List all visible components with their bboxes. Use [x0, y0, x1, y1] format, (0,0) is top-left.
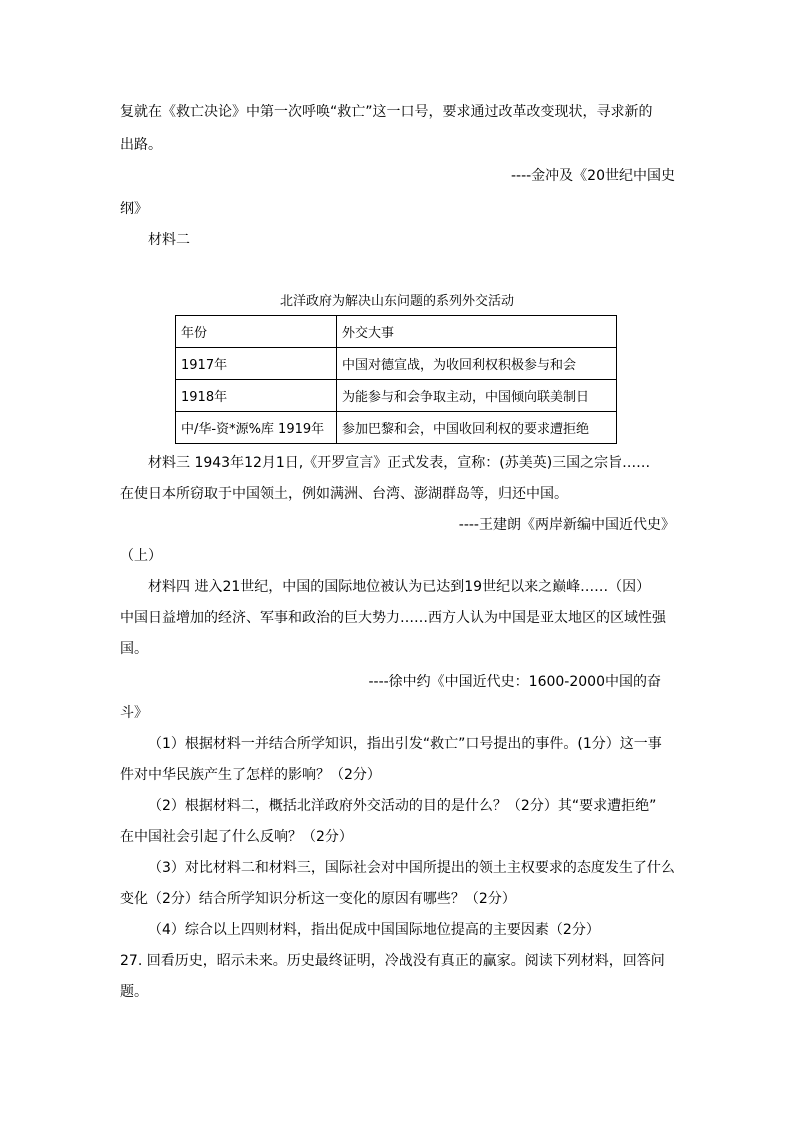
- intro-line-2: 出路。: [120, 137, 162, 153]
- source-3-line-2: （上）: [120, 548, 162, 564]
- material-2-label: 材料二: [148, 232, 190, 248]
- source-1-line-1: ----金冲及《20世纪中国史: [510, 168, 675, 184]
- question-1-line-1: （1）根据材料一并结合所学知识，指出引发“救亡”口号提出的事件。(1分）这一事: [148, 736, 662, 752]
- table-cell-year: 1918年: [176, 380, 337, 412]
- table-row: [176, 348, 617, 380]
- source-4-line-1: ----徐中约《中国近代史：1600-2000中国的奋: [368, 674, 661, 690]
- table-row: [176, 380, 617, 412]
- table-header-row: [176, 316, 617, 348]
- question-27-line-2: 题。: [120, 984, 148, 1000]
- question-27-line-1: 27. 回看历史，昭示未来。历史最终证明，冷战没有真正的赢家。阅读下列材料，回答问: [120, 953, 665, 969]
- question-4-line-1: （4）综合以上四则材料，指出促成中国国际地位提高的主要因素（2分）: [148, 922, 600, 938]
- table-cell-event: 参加巴黎和会，中国收回利权的要求遭拒绝: [337, 412, 617, 444]
- table-row: [176, 412, 617, 444]
- material-4-line-3: 国。: [120, 641, 148, 657]
- material-4-line-2: 中国日益增加的经济、军事和政治的巨大势力……西方人认为中国是亚太地区的区域性强: [120, 610, 666, 626]
- question-2-line-1: （2）根据材料二，概括北洋政府外交活动的目的是什么？（2分）其“要求遭拒绝”: [148, 798, 657, 814]
- material-3-line-1: 材料三 1943年12月1日,《开罗宣言》正式发表，宣称：(苏美英)三国之宗旨……: [148, 455, 651, 471]
- material-4-line-1: 材料四 进入21世纪，中国的国际地位被认为已达到19世纪以来之巅峰……（因）: [148, 579, 651, 595]
- diplomacy-table: [175, 315, 617, 444]
- question-3-line-1: （3）对比材料二和材料三，国际社会对中国所提出的领土主权要求的态度发生了什么: [148, 860, 675, 876]
- source-1-line-2: 纲》: [120, 201, 148, 217]
- question-3-line-2: 变化（2分）结合所学知识分析这一变化的原因有哪些？（2分）: [120, 891, 516, 907]
- table-cell-event: 中国对德宣战，为收回利权积极参与和会: [337, 348, 617, 380]
- table-header-year: 年份: [176, 316, 337, 348]
- table-header-event: 外交大事: [337, 316, 617, 348]
- question-2-line-2: 在中国社会引起了什么反响？（2分）: [120, 829, 353, 845]
- source-3-line-1: ----王建朗《两岸新编中国近代史》: [458, 517, 675, 533]
- source-4-line-2: 斗》: [120, 705, 148, 721]
- material-3-line-2: 在使日本所窃取于中国领土，例如满洲、台湾、澎湖群岛等，归还中国。: [120, 486, 568, 502]
- question-1-line-2: 件对中华民族产生了怎样的影响？（2分）: [120, 767, 381, 783]
- table-title: 北洋政府为解决山东问题的系列外交活动: [279, 294, 514, 309]
- table-cell-event: 为能参与和会争取主动，中国倾向联美制日: [337, 380, 617, 412]
- table-cell-year: 中/华-资*源%库 1919年: [176, 412, 337, 444]
- table-cell-year: 1917年: [176, 348, 337, 380]
- intro-line-1: 复就在《救亡决论》中第一次呼唤“救亡”这一口号，要求通过改革改变现状，寻求新的: [120, 104, 653, 120]
